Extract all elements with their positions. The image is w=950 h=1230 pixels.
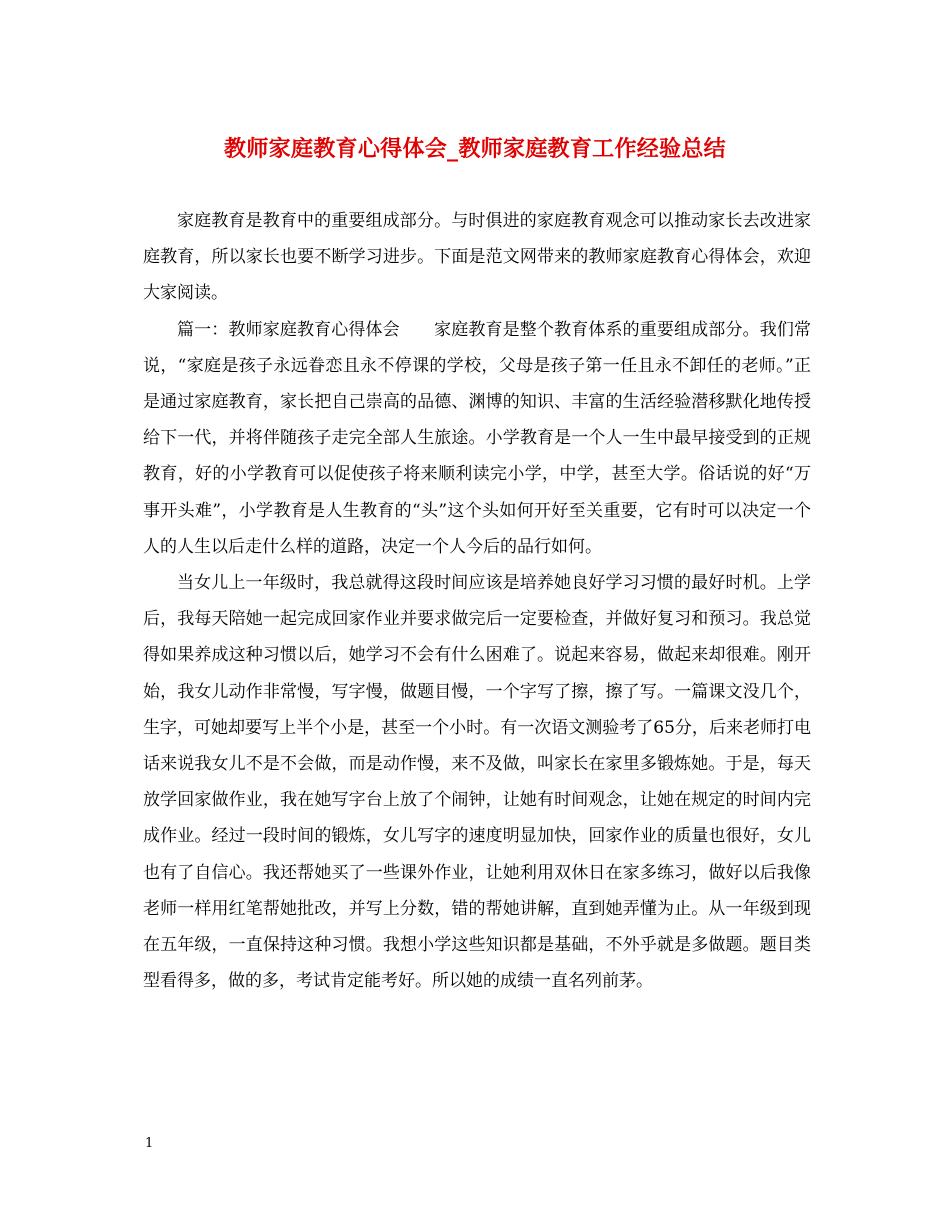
paragraph-daughter-habits: 当女儿上一年级时，我总就得这段时间应该是培养她良好学习习惯的最好时机。上学后，我每天陪她一起完成回家作业并要求做完后一定要检查，并做好复习和预习。我总觉得如果养成这种习惯以后，她学习不会有什么困难了。说起来容易，做起来却很难。刚开始，我女儿动作非常慢，写字慢，做题目慢，一个字写了擦，擦了写。一篇课文没几个，生字，可她却要写上半个小是，甚至一个小时。有一次语文测验考了65分，后来老师打电话来说我女儿不是不会做，而是动作慢，来不及做，叫家长在家里多锻炼她。于是，每天放学回家做作业，我在她写字台上放了个闹钟，让她有时间观念，让她在规定的时间内完成作业。经过一段时间的锻炼，女儿写字的速度明显加快，回家作业的质量也很好，女儿也有了自信心。我还帮她买了一些课外作业，让她利用双休日在家多练习，做好以后我像老师一样用红笔帮她批改，并写上分数，错的帮她讲解，直到她弄懂为止。从一年级到现在五年级，一直保持这种习惯。我想小学这些知识都是基础，不外乎就是多做题。题目类型看得多，做的多，考试肯定能考好。所以她的成绩一直名列前茅。 bbox=[143, 573, 811, 992]
document-body bbox=[143, 203, 811, 999]
paragraph-intro: 家庭教育是教育中的重要组成部分。与时俱进的家庭教育观念可以推动家长去改进家庭教育，所以家长也要不断学习进步。下面是范文网带来的教师家庭教育心得体会，欢迎大家阅读。 bbox=[143, 211, 811, 304]
document-title: 教师家庭教育心得体会_教师家庭教育工作经验总结 bbox=[224, 136, 726, 162]
paragraph-part-one: 篇一：教师家庭教育心得体会 家庭教育是整个教育体系的重要组成部分。我们常说，“家庭是孩子永远眷恋且永不停课的学校，父母是孩子第一任且永不卸任的老师。”正是通过家庭教育，家长把自己崇高的品德、渊博的知识、丰富的生活经验潜移默化地传授给下一代，并将伴随孩子走完全部人生旅途。小学教育是一个人一生中最早接受到的正规教育，好的小学教育可以促使孩子将来顺利读完小学，中学，甚至大学。俗话说的好“万事开头难”，小学教育是人生教育的“头”这个头如何开好至关重要，它有时可以决定一个人的人生以后走什么样的道路，决定一个人今后的品行如何。 bbox=[143, 319, 811, 557]
page-number: 1 bbox=[145, 1136, 154, 1151]
